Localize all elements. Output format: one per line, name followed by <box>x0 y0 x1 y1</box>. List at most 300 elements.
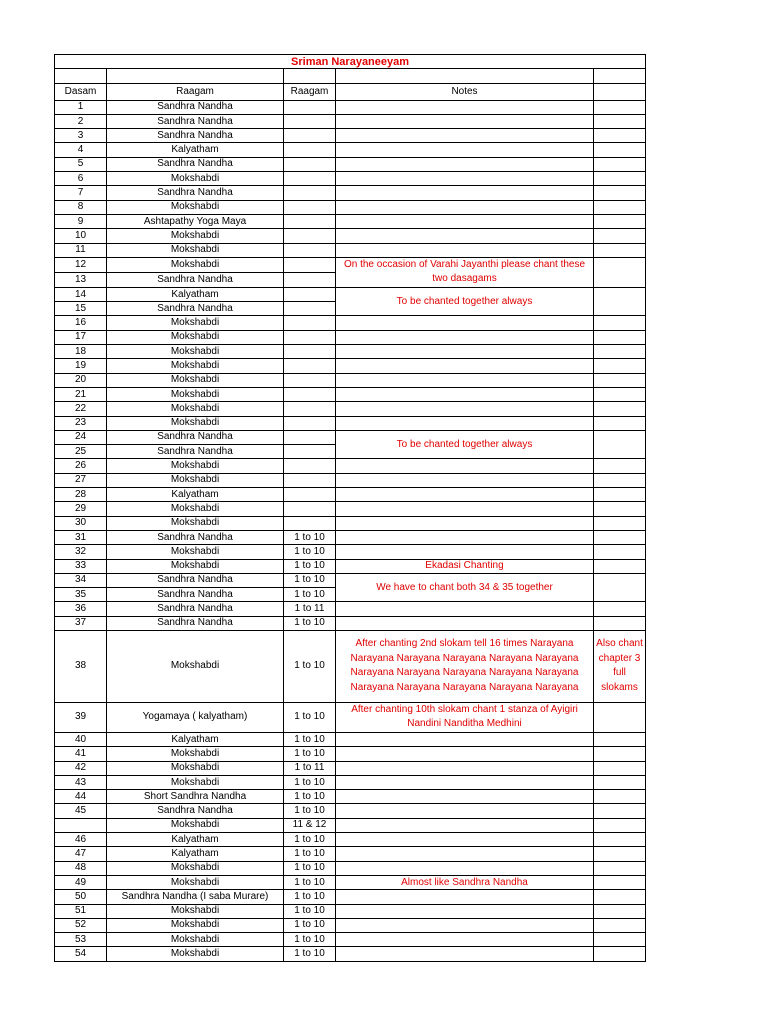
table-row <box>55 833 646 847</box>
empty-cell <box>594 530 646 544</box>
cell-range: 1 to 10 <box>284 616 336 630</box>
note-cell: To be chanted together always <box>336 287 594 316</box>
cell-range <box>284 302 336 316</box>
cell-raagam: Mokshabdi <box>107 545 284 559</box>
cell-dasam: 1 <box>55 100 107 114</box>
empty-note-cell <box>336 373 594 387</box>
cell-raagam: Sandhra Nandha <box>107 430 284 444</box>
cell-raagam: Mokshabdi <box>107 933 284 947</box>
column-header: Raagam <box>284 83 336 100</box>
cell-range <box>284 430 336 444</box>
empty-cell <box>594 359 646 373</box>
cell-dasam: 24 <box>55 430 107 444</box>
column-header: Notes <box>336 83 594 100</box>
cell-dasam: 16 <box>55 316 107 330</box>
empty-cell <box>594 257 646 287</box>
cell-dasam: 5 <box>55 157 107 171</box>
table-row <box>55 790 646 804</box>
cell-range <box>284 243 336 257</box>
table-row <box>55 502 646 516</box>
cell-range: 1 to 10 <box>284 588 336 602</box>
cell-dasam: 42 <box>55 761 107 775</box>
empty-note-cell <box>336 918 594 932</box>
table-row <box>55 904 646 918</box>
cell-range <box>284 402 336 416</box>
table-row <box>55 287 646 301</box>
cell-dasam: 39 <box>55 702 107 732</box>
cell-range: 1 to 10 <box>284 747 336 761</box>
empty-note-cell <box>336 157 594 171</box>
empty-note-cell <box>336 488 594 502</box>
cell-range <box>284 459 336 473</box>
cell-dasam: 35 <box>55 588 107 602</box>
empty-cell <box>594 804 646 818</box>
cell-raagam: Mokshabdi <box>107 459 284 473</box>
cell-raagam: Sandhra Nandha <box>107 302 284 316</box>
empty-cell <box>594 861 646 875</box>
cell-dasam: 53 <box>55 933 107 947</box>
empty-note-cell <box>336 172 594 186</box>
table-row <box>55 933 646 947</box>
cell-range: 1 to 11 <box>284 761 336 775</box>
empty-cell <box>594 775 646 789</box>
empty-cell <box>594 847 646 861</box>
table-row <box>55 143 646 157</box>
cell-raagam: Sandhra Nandha <box>107 157 284 171</box>
cell-dasam: 47 <box>55 847 107 861</box>
column-header <box>594 83 646 100</box>
empty-note-cell <box>336 516 594 530</box>
empty-cell <box>594 229 646 243</box>
empty-note-cell <box>336 229 594 243</box>
empty-note-cell <box>336 387 594 401</box>
empty-note-cell <box>336 316 594 330</box>
page-title: Sriman Narayaneeyam <box>55 55 646 69</box>
empty-note-cell <box>336 847 594 861</box>
empty-note-cell <box>336 602 594 616</box>
table-body <box>55 55 646 962</box>
table-row <box>55 918 646 932</box>
empty-note-cell <box>336 947 594 961</box>
cell-range: 1 to 10 <box>284 933 336 947</box>
cell-range: 1 to 10 <box>284 861 336 875</box>
cell-raagam: Sandhra Nandha <box>107 573 284 587</box>
empty-cell <box>594 602 646 616</box>
cell-range <box>284 229 336 243</box>
empty-cell <box>594 345 646 359</box>
cell-raagam: Kalyatham <box>107 143 284 157</box>
table-row <box>55 559 646 573</box>
empty-cell <box>594 516 646 530</box>
empty-cell <box>594 702 646 732</box>
cell-dasam <box>55 818 107 832</box>
cell-dasam: 26 <box>55 459 107 473</box>
empty-note-cell <box>336 200 594 214</box>
cell-raagam: Mokshabdi <box>107 257 284 272</box>
cell-dasam: 28 <box>55 488 107 502</box>
table-row <box>55 573 646 587</box>
cell-range: 1 to 10 <box>284 790 336 804</box>
cell-raagam: Mokshabdi <box>107 875 284 889</box>
table-row <box>55 316 646 330</box>
cell-raagam: Mokshabdi <box>107 761 284 775</box>
cell-range: 1 to 10 <box>284 573 336 587</box>
cell-raagam: Mokshabdi <box>107 904 284 918</box>
cell-raagam: Sandhra Nandha <box>107 588 284 602</box>
cell-raagam: Mokshabdi <box>107 947 284 961</box>
cell-raagam: Mokshabdi <box>107 402 284 416</box>
empty-cell <box>594 573 646 602</box>
table-row <box>55 416 646 430</box>
empty-cell <box>284 69 336 83</box>
empty-note-cell <box>336 114 594 128</box>
cell-raagam: Sandhra Nandha <box>107 602 284 616</box>
empty-cell <box>594 918 646 932</box>
table-row <box>55 702 646 732</box>
cell-raagam: Mokshabdi <box>107 747 284 761</box>
empty-cell <box>594 502 646 516</box>
cell-raagam: Mokshabdi <box>107 502 284 516</box>
table-row <box>55 330 646 344</box>
table-row <box>55 100 646 114</box>
empty-cell <box>594 559 646 573</box>
cell-raagam: Mokshabdi <box>107 630 284 702</box>
table-row <box>55 172 646 186</box>
cell-dasam: 37 <box>55 616 107 630</box>
empty-cell <box>594 818 646 832</box>
cell-range <box>284 516 336 530</box>
note-cell: Almost like Sandhra Nandha <box>336 875 594 889</box>
cell-dasam: 22 <box>55 402 107 416</box>
table-row <box>55 530 646 544</box>
cell-dasam: 20 <box>55 373 107 387</box>
cell-range <box>284 373 336 387</box>
empty-note-cell <box>336 616 594 630</box>
cell-dasam: 48 <box>55 861 107 875</box>
table-row <box>55 459 646 473</box>
empty-cell <box>594 616 646 630</box>
empty-cell <box>594 402 646 416</box>
empty-cell <box>594 373 646 387</box>
empty-cell <box>594 430 646 459</box>
cell-raagam: Mokshabdi <box>107 416 284 430</box>
cell-dasam: 44 <box>55 790 107 804</box>
cell-range <box>284 359 336 373</box>
table-row <box>55 804 646 818</box>
cell-raagam: Mokshabdi <box>107 229 284 243</box>
table-row <box>55 129 646 143</box>
table-row <box>55 775 646 789</box>
cell-dasam: 15 <box>55 302 107 316</box>
empty-note-cell <box>336 402 594 416</box>
empty-cell <box>594 904 646 918</box>
empty-note-cell <box>336 330 594 344</box>
cell-range <box>284 129 336 143</box>
cell-raagam: Mokshabdi <box>107 775 284 789</box>
empty-cell <box>594 488 646 502</box>
empty-note-cell <box>336 833 594 847</box>
empty-note-cell <box>336 143 594 157</box>
cell-dasam: 36 <box>55 602 107 616</box>
empty-note-cell <box>336 890 594 904</box>
cell-dasam: 8 <box>55 200 107 214</box>
cell-raagam: Mokshabdi <box>107 345 284 359</box>
empty-cell <box>594 473 646 487</box>
cell-dasam: 31 <box>55 530 107 544</box>
table-row <box>55 545 646 559</box>
note-cell: After chanting 2nd slokam tell 16 times Narayana Narayana Narayana Narayana Narayana Narayana Narayana Narayana Narayana Narayana Narayana Narayana Narayana Narayana Narayana Narayana <box>336 630 594 702</box>
cell-range <box>284 345 336 359</box>
cell-dasam: 12 <box>55 257 107 272</box>
cell-raagam: Mokshabdi <box>107 918 284 932</box>
cell-range: 1 to 10 <box>284 890 336 904</box>
empty-note-cell <box>336 747 594 761</box>
cell-raagam: Mokshabdi <box>107 200 284 214</box>
empty-cell <box>594 186 646 200</box>
cell-raagam: Kalyatham <box>107 833 284 847</box>
cell-dasam: 46 <box>55 833 107 847</box>
cell-range <box>284 100 336 114</box>
cell-raagam: Mokshabdi <box>107 861 284 875</box>
cell-dasam: 30 <box>55 516 107 530</box>
cell-dasam: 32 <box>55 545 107 559</box>
empty-note-cell <box>336 545 594 559</box>
empty-cell <box>594 316 646 330</box>
cell-range: 1 to 10 <box>284 804 336 818</box>
cell-raagam: Mokshabdi <box>107 818 284 832</box>
empty-cell <box>594 545 646 559</box>
empty-note-cell <box>336 100 594 114</box>
note-cell: Ekadasi Chanting <box>336 559 594 573</box>
cell-range <box>284 445 336 459</box>
cell-range: 1 to 10 <box>284 918 336 932</box>
table-row <box>55 373 646 387</box>
cell-raagam: Sandhra Nandha <box>107 114 284 128</box>
cell-range <box>284 200 336 214</box>
empty-note-cell <box>336 214 594 228</box>
empty-cell <box>594 761 646 775</box>
cell-dasam: 19 <box>55 359 107 373</box>
empty-note-cell <box>336 502 594 516</box>
empty-note-cell <box>336 775 594 789</box>
cell-dasam: 25 <box>55 445 107 459</box>
cell-range <box>284 488 336 502</box>
cell-range: 1 to 10 <box>284 630 336 702</box>
cell-raagam: Sandhra Nandha <box>107 129 284 143</box>
cell-range: 1 to 10 <box>284 545 336 559</box>
empty-note-cell <box>336 459 594 473</box>
empty-cell <box>594 200 646 214</box>
cell-raagam: Mokshabdi <box>107 559 284 573</box>
empty-cell <box>594 933 646 947</box>
cell-range <box>284 387 336 401</box>
cell-dasam: 33 <box>55 559 107 573</box>
cell-raagam: Ashtapathy Yoga Maya <box>107 214 284 228</box>
cell-raagam: Sandhra Nandha <box>107 186 284 200</box>
table-row <box>55 602 646 616</box>
empty-cell <box>594 387 646 401</box>
cell-dasam: 43 <box>55 775 107 789</box>
cell-raagam: Kalyatham <box>107 847 284 861</box>
empty-cell <box>594 172 646 186</box>
cell-dasam: 34 <box>55 573 107 587</box>
cell-range <box>284 473 336 487</box>
table-row <box>55 157 646 171</box>
cell-dasam: 17 <box>55 330 107 344</box>
cell-dasam: 40 <box>55 732 107 746</box>
table-row <box>55 257 646 272</box>
cell-dasam: 14 <box>55 287 107 301</box>
cell-dasam: 29 <box>55 502 107 516</box>
cell-range <box>284 272 336 287</box>
cell-range <box>284 316 336 330</box>
table-row <box>55 488 646 502</box>
note-extra-cell: Also chant chapter 3 full slokams <box>594 630 646 702</box>
empty-cell <box>594 100 646 114</box>
table-row <box>55 947 646 961</box>
empty-note-cell <box>336 818 594 832</box>
cell-range <box>284 257 336 272</box>
empty-note-cell <box>336 530 594 544</box>
empty-cell <box>594 875 646 889</box>
empty-cell <box>594 287 646 316</box>
table-row <box>55 359 646 373</box>
cell-raagam: Sandhra Nandha <box>107 100 284 114</box>
table-row <box>55 818 646 832</box>
table-row <box>55 875 646 889</box>
cell-dasam: 21 <box>55 387 107 401</box>
table-row <box>55 186 646 200</box>
empty-cell <box>594 459 646 473</box>
table-row <box>55 847 646 861</box>
empty-note-cell <box>336 243 594 257</box>
cell-dasam: 13 <box>55 272 107 287</box>
table-row <box>55 473 646 487</box>
table-row <box>55 114 646 128</box>
empty-note-cell <box>336 359 594 373</box>
empty-cell <box>594 790 646 804</box>
empty-cell <box>594 330 646 344</box>
cell-range: 1 to 10 <box>284 904 336 918</box>
cell-dasam: 51 <box>55 904 107 918</box>
cell-range <box>284 172 336 186</box>
table-row <box>55 890 646 904</box>
empty-note-cell <box>336 345 594 359</box>
narayaneeyam-table <box>54 54 646 962</box>
cell-range <box>284 143 336 157</box>
cell-raagam: Sandhra Nandha <box>107 804 284 818</box>
cell-dasam: 45 <box>55 804 107 818</box>
empty-cell <box>594 833 646 847</box>
empty-note-cell <box>336 129 594 143</box>
empty-note-cell <box>336 790 594 804</box>
empty-cell <box>594 69 646 83</box>
cell-raagam: Sandhra Nandha <box>107 272 284 287</box>
cell-raagam: Kalyatham <box>107 287 284 301</box>
cell-raagam: Kalyatham <box>107 488 284 502</box>
table-row <box>55 430 646 444</box>
cell-dasam: 50 <box>55 890 107 904</box>
cell-dasam: 7 <box>55 186 107 200</box>
empty-cell <box>336 69 594 83</box>
table-row <box>55 516 646 530</box>
cell-raagam: Mokshabdi <box>107 330 284 344</box>
table-row <box>55 200 646 214</box>
cell-range <box>284 330 336 344</box>
cell-raagam: Mokshabdi <box>107 359 284 373</box>
cell-dasam: 10 <box>55 229 107 243</box>
cell-range: 1 to 10 <box>284 732 336 746</box>
note-cell: We have to chant both 34 & 35 together <box>336 573 594 602</box>
table-row <box>55 387 646 401</box>
empty-cell <box>594 157 646 171</box>
table-row <box>55 761 646 775</box>
table-row <box>55 243 646 257</box>
empty-cell <box>594 143 646 157</box>
column-header: Raagam <box>107 83 284 100</box>
empty-note-cell <box>336 732 594 746</box>
cell-raagam: Mokshabdi <box>107 316 284 330</box>
cell-dasam: 11 <box>55 243 107 257</box>
empty-note-cell <box>336 186 594 200</box>
empty-cell <box>594 214 646 228</box>
empty-note-cell <box>336 416 594 430</box>
cell-raagam: Mokshabdi <box>107 387 284 401</box>
empty-note-cell <box>336 861 594 875</box>
empty-note-cell <box>336 473 594 487</box>
cell-raagam: Short Sandhra Nandha <box>107 790 284 804</box>
cell-dasam: 41 <box>55 747 107 761</box>
cell-raagam: Mokshabdi <box>107 373 284 387</box>
note-cell: To be chanted together always <box>336 430 594 459</box>
table-row <box>55 732 646 746</box>
cell-dasam: 4 <box>55 143 107 157</box>
cell-raagam: Mokshabdi <box>107 473 284 487</box>
cell-range: 1 to 10 <box>284 847 336 861</box>
cell-range <box>284 157 336 171</box>
empty-cell <box>594 243 646 257</box>
empty-cell <box>594 114 646 128</box>
cell-dasam: 3 <box>55 129 107 143</box>
cell-range: 11 & 12 <box>284 818 336 832</box>
empty-cell <box>594 129 646 143</box>
cell-raagam: Sandhra Nandha <box>107 530 284 544</box>
cell-range: 1 to 10 <box>284 833 336 847</box>
cell-dasam: 6 <box>55 172 107 186</box>
table-row <box>55 229 646 243</box>
table-row <box>55 214 646 228</box>
cell-range: 1 to 10 <box>284 559 336 573</box>
cell-range: 1 to 11 <box>284 602 336 616</box>
cell-dasam: 52 <box>55 918 107 932</box>
cell-range <box>284 287 336 301</box>
empty-cell <box>107 69 284 83</box>
cell-range <box>284 214 336 228</box>
cell-raagam: Sandhra Nandha <box>107 616 284 630</box>
cell-dasam: 27 <box>55 473 107 487</box>
table-row <box>55 747 646 761</box>
cell-range <box>284 502 336 516</box>
cell-range: 1 to 10 <box>284 875 336 889</box>
table-row <box>55 616 646 630</box>
cell-range <box>284 186 336 200</box>
empty-cell <box>594 890 646 904</box>
note-cell: After chanting 10th slokam chant 1 stanza of Ayigiri Nandini Nanditha Medhini <box>336 702 594 732</box>
table-row <box>55 630 646 702</box>
cell-dasam: 38 <box>55 630 107 702</box>
cell-dasam: 9 <box>55 214 107 228</box>
cell-raagam: Mokshabdi <box>107 243 284 257</box>
